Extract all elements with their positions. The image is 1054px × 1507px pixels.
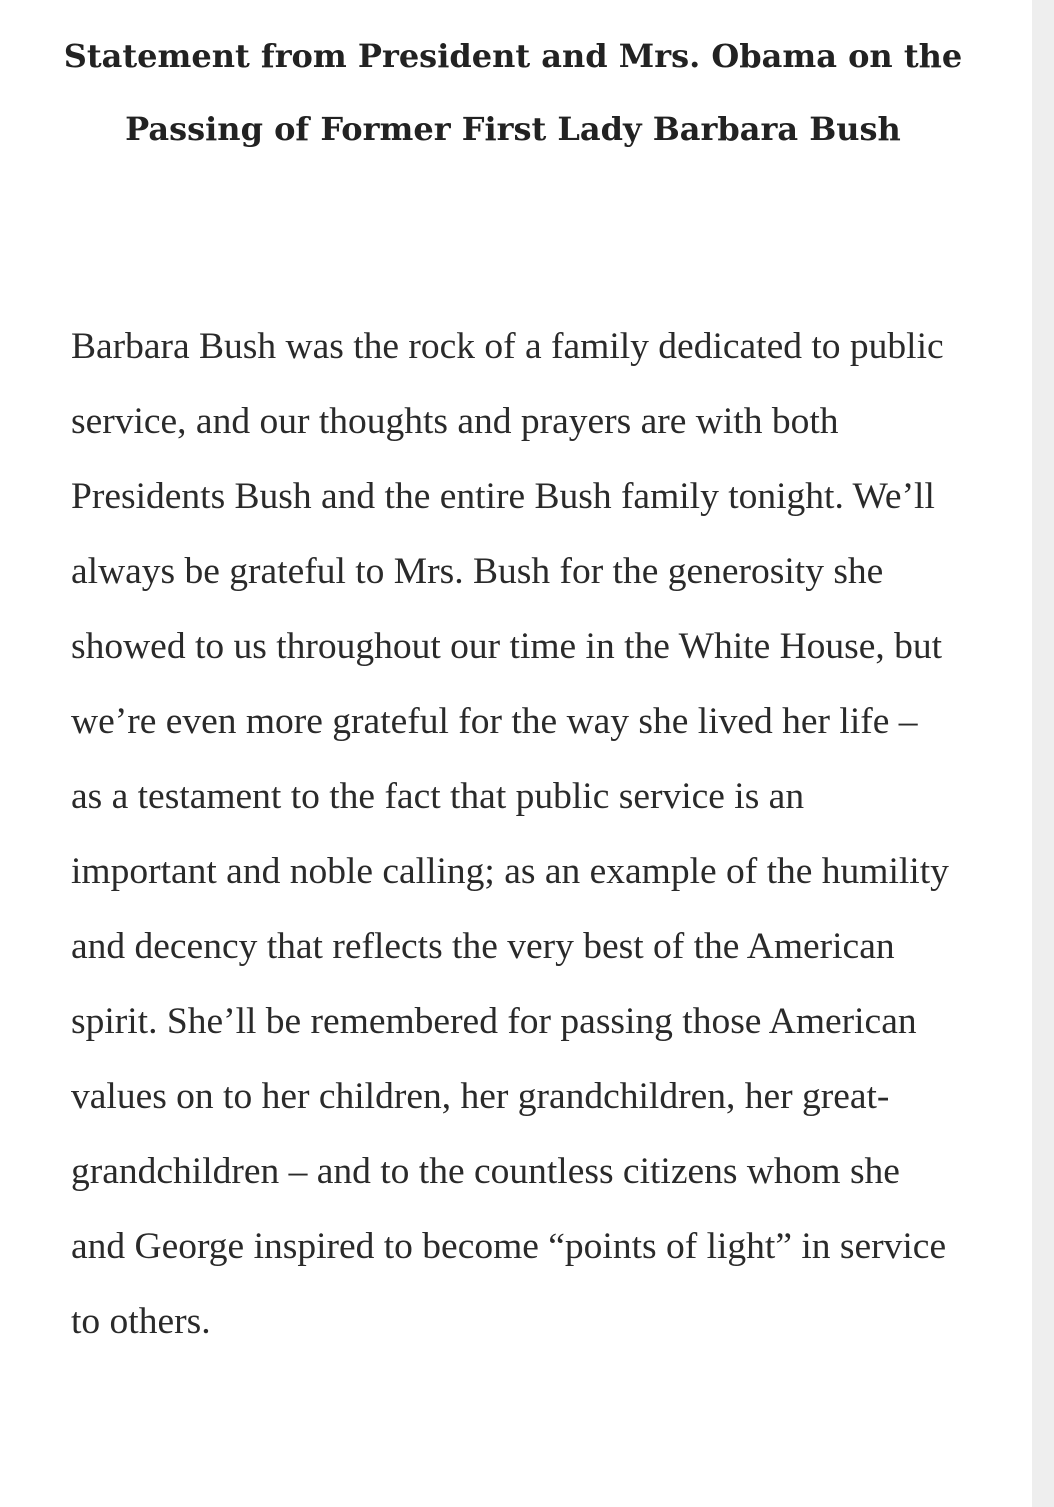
- statement-body: Barbara Bush was the rock of a family dedicated to public service, and our thoughts and prayers are with both Presidents Bush and the entire Bush family tonight. We’ll always be grateful to Mrs. Bush for the generosity she showed to us throughout our time in the White House, but we’re even more grateful for the way she lived her life – as a testament to the fact that public service is an important and noble calling; as an example of the humility and decency that reflects the very best of the American spirit. She’ll be remembered for passing those American values on to her children, her grandchildren, her great-grandchildren – and to the countless citizens whom she and George inspired to become “points of light” in service to others.: [71, 326, 949, 1342]
- page-edge-margin: [1032, 0, 1054, 1507]
- statement-title: Statement from President and Mrs. Obama on the Passing of Former First Lady Barbara Bush: [63, 37, 963, 148]
